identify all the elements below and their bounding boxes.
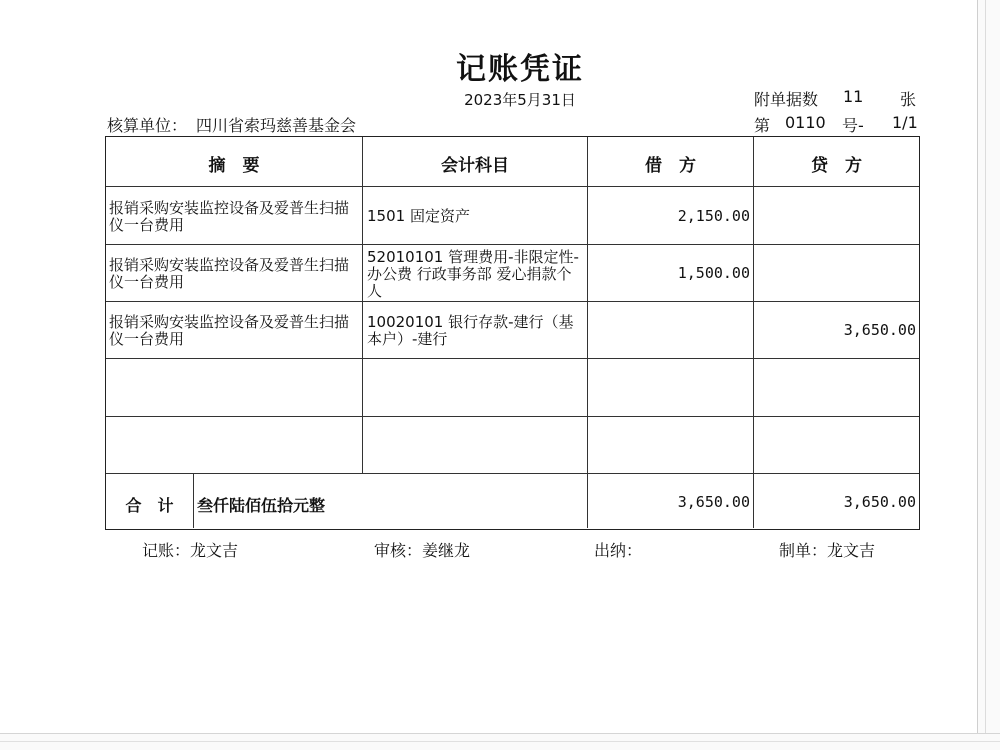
col-divider-1 <box>362 137 363 473</box>
bookkeeper-label: 记账： <box>142 541 191 560</box>
total-divider <box>193 473 194 528</box>
preparer-name: 龙文吉 <box>827 541 876 560</box>
preparer-signature <box>779 538 875 561</box>
row3-summary: 报销采购安装监控设备及爱普生扫描仪一台费用 <box>109 313 350 348</box>
voucher-number-suffix: 号- <box>842 116 864 135</box>
page-number: 1/1 <box>892 113 918 132</box>
row1-account: 1501 固定资产 <box>367 207 470 225</box>
voucher-number: 0110 <box>785 113 826 132</box>
header-summary: 摘 要 <box>208 156 260 176</box>
voucher-table <box>105 136 920 530</box>
row-divider-2 <box>106 301 919 302</box>
unit-name: 四川省索玛慈善基金会 <box>196 116 357 135</box>
reviewer-label: 审核： <box>374 541 423 560</box>
paper-edge-bottom-inner <box>0 741 1000 742</box>
bookkeeper-signature <box>142 538 238 561</box>
row-divider-header <box>106 186 919 187</box>
row-divider-1 <box>106 244 919 245</box>
voucher-title: 记账凭证 <box>456 52 584 87</box>
header-account: 会计科目 <box>441 156 509 176</box>
row-divider-5 <box>106 473 919 474</box>
cashier-signature <box>594 538 642 561</box>
row-divider-3 <box>106 358 919 359</box>
row2-account: 52010101 管理费用-非限定性-办公费 行政事务部 爱心捐款个人 <box>367 248 579 300</box>
col-divider-2 <box>587 137 588 528</box>
preparer-label: 制单： <box>779 541 828 560</box>
reviewer-signature <box>374 538 470 561</box>
total-credit: 3,650.00 <box>843 493 916 511</box>
voucher-number-prefix: 第 <box>754 116 771 135</box>
paper-edge-right <box>977 0 1000 750</box>
attachments-label: 附单据数 <box>754 90 819 109</box>
cashier-label: 出纳： <box>594 541 643 560</box>
row2-summary: 报销采购安装监控设备及爱普生扫描仪一台费用 <box>109 256 350 291</box>
header-credit: 贷 方 <box>811 156 862 176</box>
bookkeeper-name: 龙文吉 <box>190 541 239 560</box>
attachments-unit: 张 <box>900 90 917 109</box>
row1-summary: 报销采购安装监控设备及爱普生扫描仪一台费用 <box>109 199 350 234</box>
row1-debit: 2,150.00 <box>677 207 750 225</box>
row2-debit: 1,500.00 <box>677 264 750 282</box>
header-debit: 借 方 <box>645 156 696 176</box>
voucher-date: 2023年5月31日 <box>464 91 576 109</box>
total-label: 合 计 <box>125 496 174 515</box>
attachments-count: 11 <box>843 87 864 106</box>
row3-account: 10020101 银行存款-建行（基本户）-建行 <box>367 313 574 348</box>
unit-label: 核算单位： <box>107 116 188 135</box>
row3-credit: 3,650.00 <box>843 321 916 339</box>
total-debit: 3,650.00 <box>677 493 750 511</box>
reviewer-name: 姜继龙 <box>422 541 471 560</box>
row-divider-4 <box>106 416 919 417</box>
total-amount-words: 叁仟陆佰伍拾元整 <box>197 496 326 515</box>
paper-edge-right-inner <box>985 0 986 750</box>
